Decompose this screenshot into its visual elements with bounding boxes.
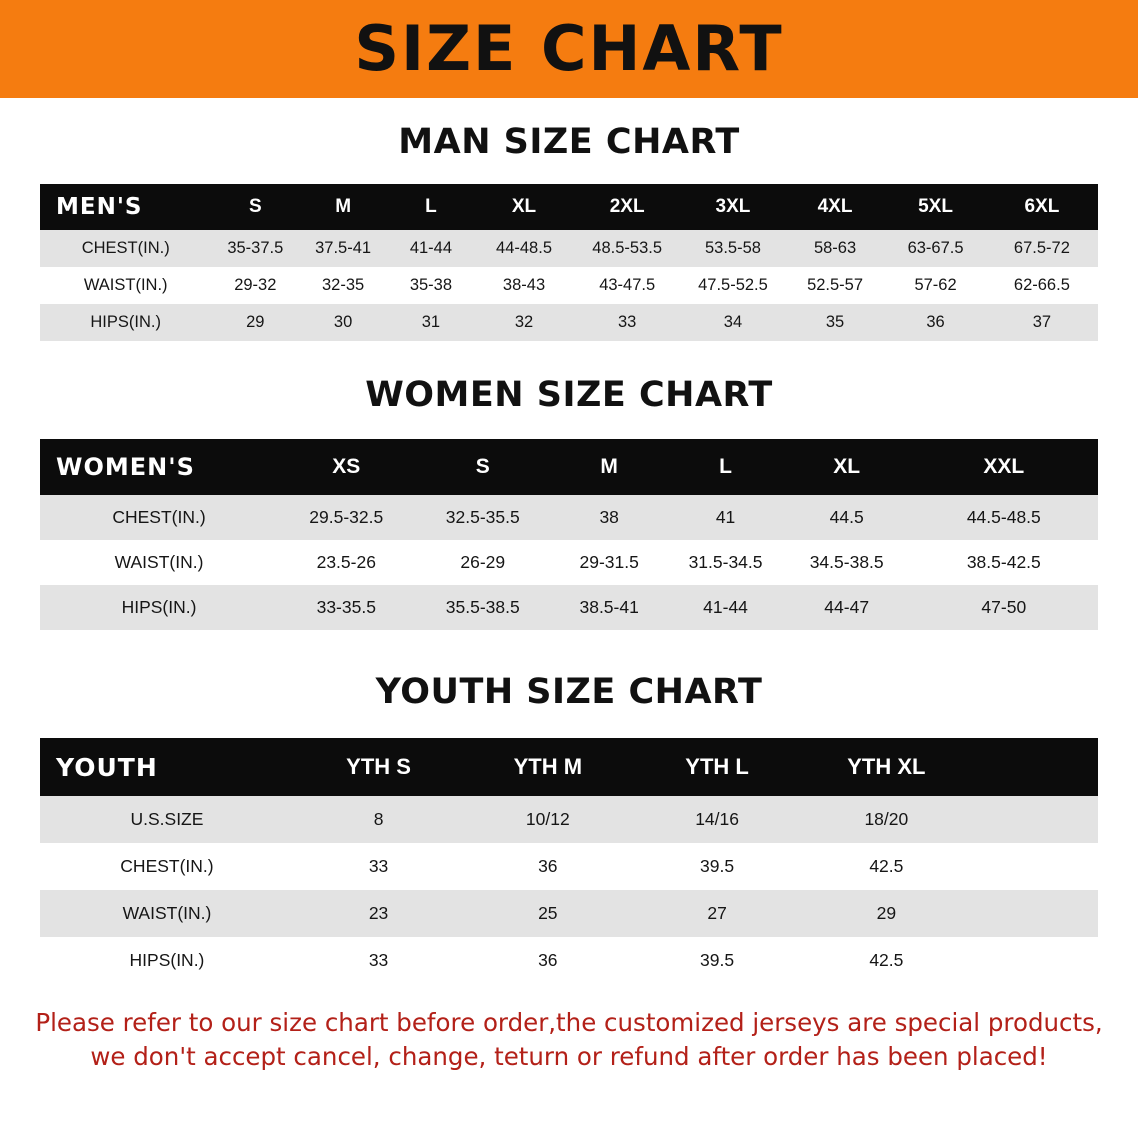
table-cell: 26-29 bbox=[415, 540, 551, 585]
column-header: M bbox=[600, 455, 618, 478]
table-cell: 47-50 bbox=[910, 585, 1098, 630]
table-cell: 8 bbox=[294, 796, 463, 843]
page-banner bbox=[0, 0, 1138, 98]
disclaimer-line-2: we don't accept cancel, change, teturn or refund after order has been placed! bbox=[90, 1041, 1048, 1071]
table-cell: 44.5-48.5 bbox=[910, 495, 1098, 540]
women-section-title: WOMEN SIZE CHART bbox=[365, 375, 773, 415]
row-label: HIPS(IN.) bbox=[40, 937, 294, 984]
table-cell: 35.5-38.5 bbox=[415, 585, 551, 630]
table-header-row bbox=[40, 184, 1098, 230]
table-row bbox=[40, 495, 1098, 540]
row-label: WAIST(IN.) bbox=[40, 890, 294, 937]
table-cell: 43-47.5 bbox=[573, 267, 681, 304]
table-cell: 31 bbox=[387, 304, 475, 341]
table-cell: 34.5-38.5 bbox=[784, 540, 910, 585]
table-row bbox=[40, 540, 1098, 585]
youth-table-wrap bbox=[40, 738, 1098, 984]
row-label: HIPS(IN.) bbox=[40, 585, 278, 630]
column-header: 3XL bbox=[715, 196, 751, 217]
table-cell: 30 bbox=[299, 304, 387, 341]
youth-section-title: YOUTH SIZE CHART bbox=[375, 672, 763, 712]
column-header: L bbox=[425, 196, 437, 217]
table-row bbox=[40, 267, 1098, 304]
table-header-row bbox=[40, 439, 1098, 495]
table-cell: 33 bbox=[294, 843, 463, 890]
table-cell: 35-37.5 bbox=[211, 230, 299, 267]
table-cell: 44.5 bbox=[784, 495, 910, 540]
table-cell: 34 bbox=[681, 304, 785, 341]
column-header: 5XL bbox=[918, 196, 953, 217]
table-cell-spacer bbox=[971, 890, 1098, 937]
column-header: YTH M bbox=[513, 754, 583, 779]
row-label: CHEST(IN.) bbox=[40, 495, 278, 540]
table-cell: 42.5 bbox=[802, 843, 971, 890]
table-cell: 41-44 bbox=[667, 585, 783, 630]
disclaimer-note bbox=[34, 1006, 1104, 1074]
table-cell-spacer bbox=[971, 937, 1098, 984]
column-header: WOMEN'S bbox=[56, 453, 195, 481]
table-row bbox=[40, 304, 1098, 341]
table-row bbox=[40, 230, 1098, 267]
table-cell: 18/20 bbox=[802, 796, 971, 843]
table-cell: 36 bbox=[463, 937, 632, 984]
women-table-wrap bbox=[40, 439, 1098, 630]
table-cell: 35-38 bbox=[387, 267, 475, 304]
table-cell: 33 bbox=[294, 937, 463, 984]
table-cell: 32.5-35.5 bbox=[415, 495, 551, 540]
column-header: YOUTH bbox=[56, 752, 158, 782]
column-header: XL bbox=[511, 196, 537, 217]
table-cell: 14/16 bbox=[632, 796, 801, 843]
table-cell-spacer bbox=[971, 843, 1098, 890]
table-cell: 48.5-53.5 bbox=[573, 230, 681, 267]
row-label: HIPS(IN.) bbox=[40, 304, 211, 341]
table-cell: 38.5-42.5 bbox=[910, 540, 1098, 585]
table-cell: 27 bbox=[632, 890, 801, 937]
youth-size-table bbox=[40, 738, 1098, 984]
table-cell: 44-47 bbox=[784, 585, 910, 630]
table-cell: 36 bbox=[463, 843, 632, 890]
table-row bbox=[40, 843, 1098, 890]
table-cell: 29 bbox=[211, 304, 299, 341]
table-cell: 47.5-52.5 bbox=[681, 267, 785, 304]
column-header: MEN'S bbox=[56, 194, 143, 220]
column-header: 6XL bbox=[1024, 196, 1060, 217]
table-cell: 38-43 bbox=[475, 267, 573, 304]
column-header: XS bbox=[332, 455, 361, 478]
table-cell: 29 bbox=[802, 890, 971, 937]
disclaimer-line-1: Please refer to our size chart before order,the customized jerseys are special products, bbox=[35, 1008, 1103, 1037]
table-cell: 29.5-32.5 bbox=[278, 495, 414, 540]
table-cell: 29-32 bbox=[211, 267, 299, 304]
table-cell: 42.5 bbox=[802, 937, 971, 984]
table-cell: 39.5 bbox=[632, 937, 801, 984]
column-header: 2XL bbox=[609, 196, 645, 217]
table-cell-spacer bbox=[971, 796, 1098, 843]
table-cell: 58-63 bbox=[785, 230, 886, 267]
column-header: M bbox=[335, 196, 352, 217]
column-header: XL bbox=[833, 455, 861, 478]
row-label: WAIST(IN.) bbox=[40, 540, 278, 585]
man-table-wrap bbox=[40, 184, 1098, 341]
column-header: L bbox=[719, 455, 732, 478]
page-title: SIZE CHART bbox=[354, 12, 784, 85]
row-label: CHEST(IN.) bbox=[40, 230, 211, 267]
table-cell: 37.5-41 bbox=[299, 230, 387, 267]
table-cell: 32-35 bbox=[299, 267, 387, 304]
table-cell: 36 bbox=[885, 304, 986, 341]
table-cell: 35 bbox=[785, 304, 886, 341]
row-label: CHEST(IN.) bbox=[40, 843, 294, 890]
women-size-table bbox=[40, 439, 1098, 630]
table-cell: 44-48.5 bbox=[475, 230, 573, 267]
table-cell: 39.5 bbox=[632, 843, 801, 890]
column-header: YTH S bbox=[346, 754, 411, 779]
table-cell: 33-35.5 bbox=[278, 585, 414, 630]
table-cell: 31.5-34.5 bbox=[667, 540, 783, 585]
table-cell: 63-67.5 bbox=[885, 230, 986, 267]
column-header: XXL bbox=[983, 455, 1025, 478]
table-cell: 67.5-72 bbox=[986, 230, 1098, 267]
table-cell: 33 bbox=[573, 304, 681, 341]
row-label: U.S.SIZE bbox=[40, 796, 294, 843]
table-cell: 37 bbox=[986, 304, 1098, 341]
table-cell: 32 bbox=[475, 304, 573, 341]
column-header: S bbox=[248, 196, 262, 217]
table-cell: 23 bbox=[294, 890, 463, 937]
column-header-spacer bbox=[971, 738, 1098, 796]
column-header: YTH XL bbox=[847, 754, 926, 779]
column-header: S bbox=[475, 455, 490, 478]
table-cell: 38 bbox=[551, 495, 667, 540]
table-cell: 25 bbox=[463, 890, 632, 937]
table-cell: 29-31.5 bbox=[551, 540, 667, 585]
man-section-title: MAN SIZE CHART bbox=[398, 122, 740, 162]
table-cell: 41-44 bbox=[387, 230, 475, 267]
table-row bbox=[40, 585, 1098, 630]
table-row bbox=[40, 890, 1098, 937]
table-row bbox=[40, 937, 1098, 984]
row-label: WAIST(IN.) bbox=[40, 267, 211, 304]
table-cell: 41 bbox=[667, 495, 783, 540]
table-cell: 62-66.5 bbox=[986, 267, 1098, 304]
table-cell: 52.5-57 bbox=[785, 267, 886, 304]
column-header: YTH L bbox=[685, 754, 749, 779]
table-cell: 23.5-26 bbox=[278, 540, 414, 585]
column-header: 4XL bbox=[817, 196, 853, 217]
table-header-row bbox=[40, 738, 1098, 796]
man-size-table bbox=[40, 184, 1098, 341]
table-cell: 38.5-41 bbox=[551, 585, 667, 630]
table-cell: 57-62 bbox=[885, 267, 986, 304]
table-cell: 53.5-58 bbox=[681, 230, 785, 267]
table-cell: 10/12 bbox=[463, 796, 632, 843]
table-row bbox=[40, 796, 1098, 843]
